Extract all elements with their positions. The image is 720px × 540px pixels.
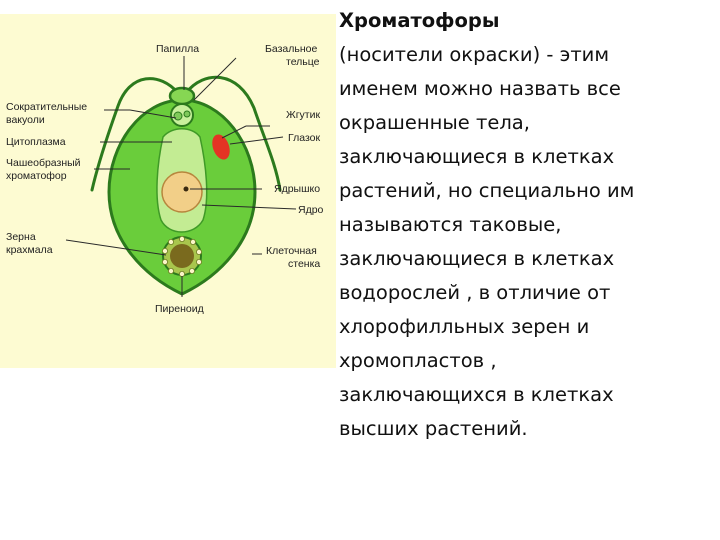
nucleus-shape xyxy=(162,172,202,212)
label-basal-body-1: Базальное xyxy=(265,43,318,55)
text-line: заключающиеся в клетках xyxy=(339,145,615,168)
text-line: заключающихся в клетках xyxy=(339,383,614,406)
heading: Хроматофоры xyxy=(339,9,500,32)
pyrenoid-core xyxy=(170,244,194,268)
nucleolus-shape xyxy=(184,187,189,192)
chlamydomonas-diagram xyxy=(0,14,336,368)
label-nucleolus: Ядрышко xyxy=(274,183,321,195)
description-text xyxy=(339,4,717,446)
text-line: высших растений. xyxy=(339,417,528,440)
label-contractile-vacuoles-2: вакуоли xyxy=(6,114,45,126)
text-line: водорослей , в отличие от xyxy=(339,281,611,304)
label-eyespot: Глазок xyxy=(288,132,321,144)
label-nucleus: Ядро xyxy=(298,204,324,216)
text-line: (носители окраски) - этим xyxy=(339,43,610,66)
text-line: заключающиеся в клетках xyxy=(339,247,615,270)
papilla-shape xyxy=(170,88,194,104)
label-contractile-vacuoles-1: Сократительные xyxy=(6,101,88,113)
text-line: хромопластов , xyxy=(339,349,497,372)
text-line: именем можно назвать все xyxy=(339,77,621,100)
label-starch-grains-1: Зерна xyxy=(6,231,36,243)
text-line: хлорофилльных зерен и xyxy=(339,315,590,338)
label-cell-wall-2: стенка xyxy=(288,258,321,270)
label-papilla: Папилла xyxy=(156,43,200,55)
label-cytoplasm: Цитоплазма xyxy=(6,136,66,148)
label-starch-grains-2: крахмала xyxy=(6,244,53,256)
contractile-vacuoles xyxy=(171,104,193,126)
text-line: окрашенные тела, xyxy=(339,111,530,134)
label-basal-body-2: тельце xyxy=(286,56,320,68)
label-cell-wall-1: Клеточная xyxy=(266,245,317,257)
label-cup-chromatophore-1: Чашеобразный xyxy=(6,157,81,169)
text-line: растений, но специально им xyxy=(339,179,635,202)
label-flagellum: Жгутик xyxy=(286,109,321,121)
label-cup-chromatophore-2: хроматофор xyxy=(6,170,67,182)
text-line: называются таковые, xyxy=(339,213,562,236)
label-pyrenoid: Пиреноид xyxy=(155,303,204,315)
